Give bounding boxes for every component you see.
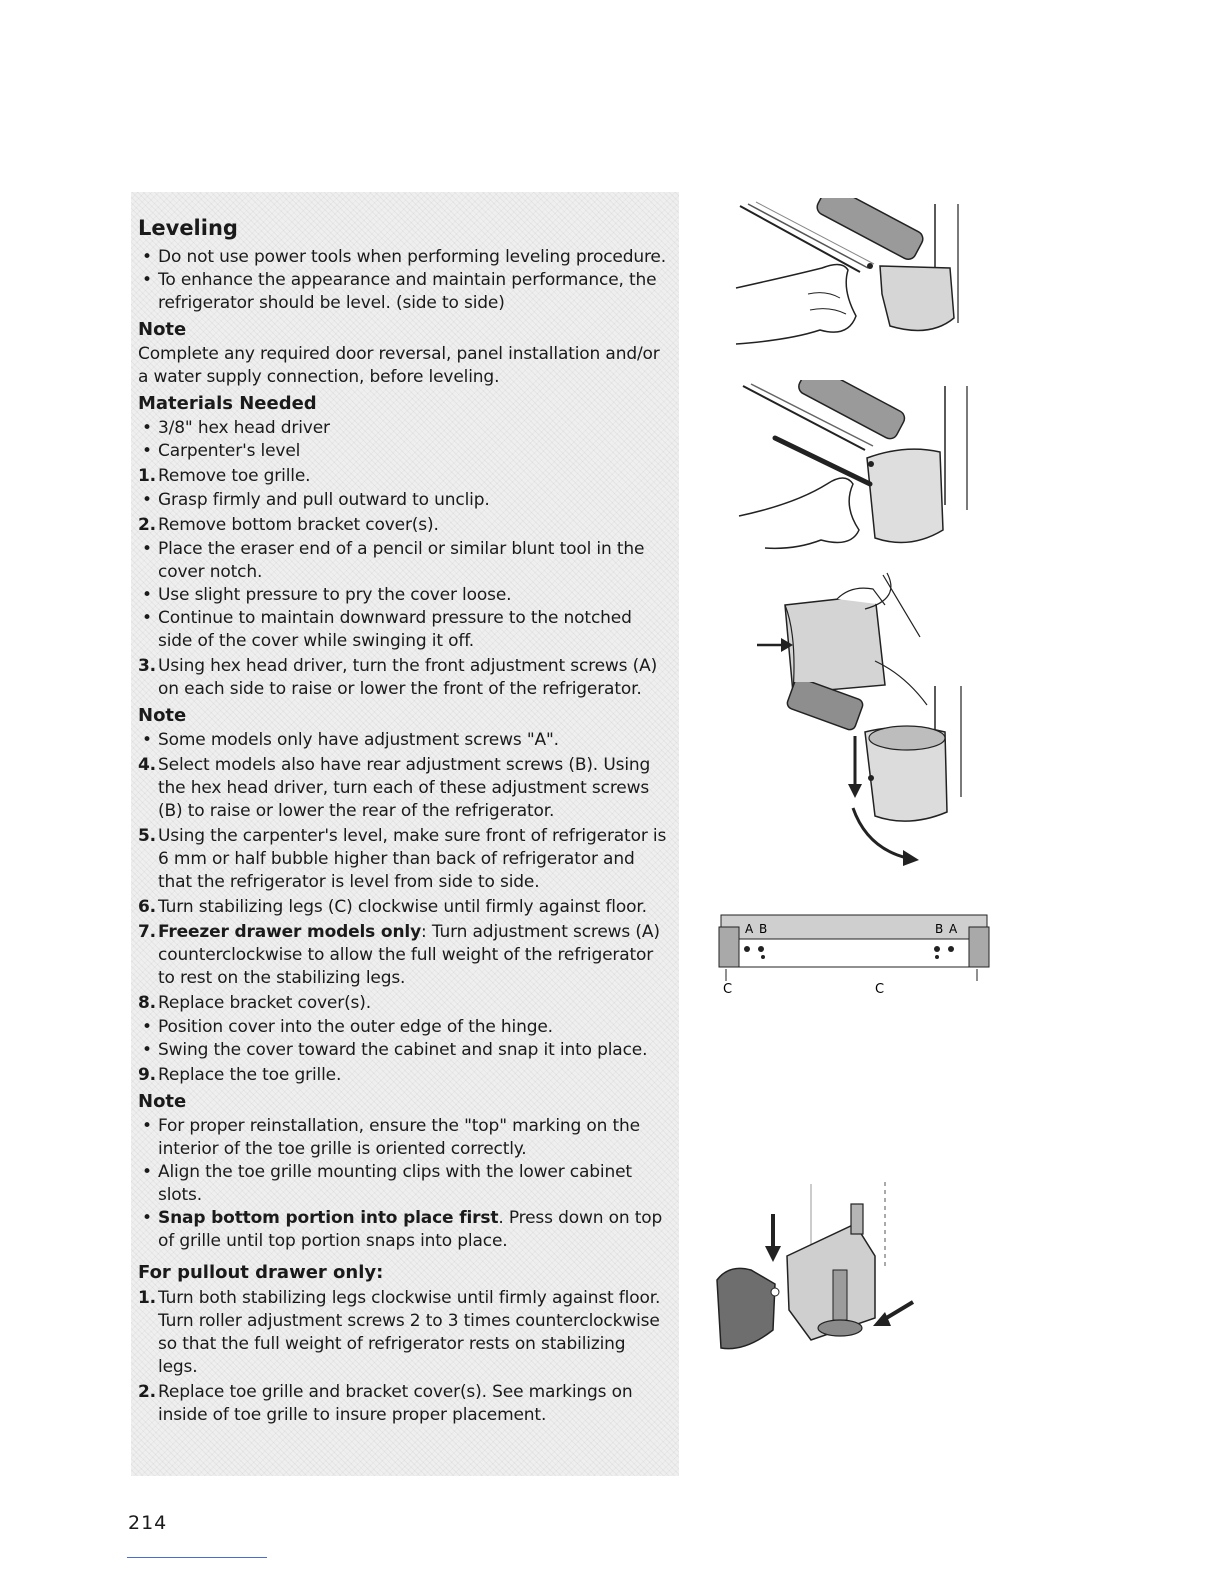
screw-label-b-left: B <box>759 922 768 936</box>
note-heading: Note <box>138 705 187 726</box>
intro-bullet: • To enhance the appearance and maintain performance, the refrigerator should be level. (side to side) <box>138 269 668 315</box>
pullout-heading: For pullout drawer only: <box>138 1262 384 1283</box>
note-heading: Note <box>138 1091 187 1112</box>
leg-label-c-middle: C <box>875 982 885 997</box>
step-bullet: • Place the eraser end of a pencil or similar blunt tool in the cover notch. <box>138 538 668 584</box>
stabilizing-leg-illustration <box>715 1180 925 1370</box>
page-number: 214 <box>128 1512 168 1534</box>
intro-bullet: • Do not use power tools when performing leveling procedure. <box>138 246 668 269</box>
screw-label-a-left: A <box>745 922 754 936</box>
step-8: 8. Replace bracket cover(s). <box>138 993 371 1013</box>
step-1: 1. Remove toe grille. <box>138 466 311 486</box>
step-bullet: • Position cover into the outer edge of the hinge. <box>138 1016 668 1039</box>
note-bullet: • Some models only have adjustment screws "A". <box>138 729 668 752</box>
note-bullet: • Align the toe grille mounting clips with the lower cabinet slots. <box>138 1161 668 1207</box>
instructions-column <box>138 214 668 1428</box>
bracket-cover-pry-illustration <box>735 380 985 550</box>
swing-cover-off-illustration <box>785 682 975 872</box>
step-bullet: • Grasp firmly and pull outward to unclip. <box>138 489 668 512</box>
note-bullet: • Snap bottom portion into place first. Press down on top of grille until top portion snaps into place. <box>138 1207 668 1253</box>
step-5: 5. Using the carpenter's level, make sure front of refrigerator is 6 mm or half bubble higher than back of refrigerator and that the refrigerator is level from side to side. <box>138 826 667 892</box>
step-2: 2. Remove bottom bracket cover(s). <box>138 515 439 535</box>
step-6: 6. Turn stabilizing legs (C) clockwise until firmly against floor. <box>138 897 647 917</box>
step-4: 4. Select models also have rear adjustment screws (B). Using the hex head driver, turn each of these adjustment screws (B) to raise or lower the rear of the refrigerator. <box>138 755 651 821</box>
note-text: Complete any required door reversal, panel installation and/or a water supply connection, before leveling. <box>138 344 660 387</box>
page-title: Leveling <box>138 216 238 240</box>
screw-label-b-right: B <box>935 922 944 936</box>
adjustment-screws-diagram <box>715 905 995 1005</box>
step-9: 9. Replace the toe grille. <box>138 1065 342 1085</box>
pullout-step-1: 1. Turn both stabilizing legs clockwise until firmly against floor. Turn roller adjustment screws 2 to 3 times counterclockwise so that the full weight of refrigerator rests on stabilizing legs. <box>138 1288 661 1377</box>
step-bullet: • Swing the cover toward the cabinet and snap it into place. <box>138 1039 668 1062</box>
screw-label-a-right: A <box>949 922 958 936</box>
footer-rule <box>127 1557 267 1558</box>
leg-label-c-left: C <box>723 982 733 997</box>
material-item: • Carpenter's level <box>138 440 668 463</box>
step-3: 3. Using hex head driver, turn the front adjustment screws (A) on each side to raise or lower the front of the refrigerator. <box>138 656 658 699</box>
step-bullet: • Use slight pressure to pry the cover loose. <box>138 584 668 607</box>
step-bullet: • Continue to maintain downward pressure to the notched side of the cover while swinging it off. <box>138 607 668 653</box>
toe-grille-removal-illustration <box>730 198 980 358</box>
materials-heading: Materials Needed <box>138 393 317 414</box>
note-heading: Note <box>138 319 187 340</box>
note-bullet: • For proper reinstallation, ensure the "top" marking on the interior of the toe grille is oriented correctly. <box>138 1115 668 1161</box>
material-item: • 3/8" hex head driver <box>138 417 668 440</box>
pullout-step-2: 2. Replace toe grille and bracket cover(s). See markings on inside of toe grille to insure proper placement. <box>138 1382 633 1425</box>
step-7: 7. Freezer drawer models only: Turn adjustment screws (A) counterclockwise to allow the full weight of the refrigerator to rest on the stabilizing legs. <box>138 922 660 988</box>
